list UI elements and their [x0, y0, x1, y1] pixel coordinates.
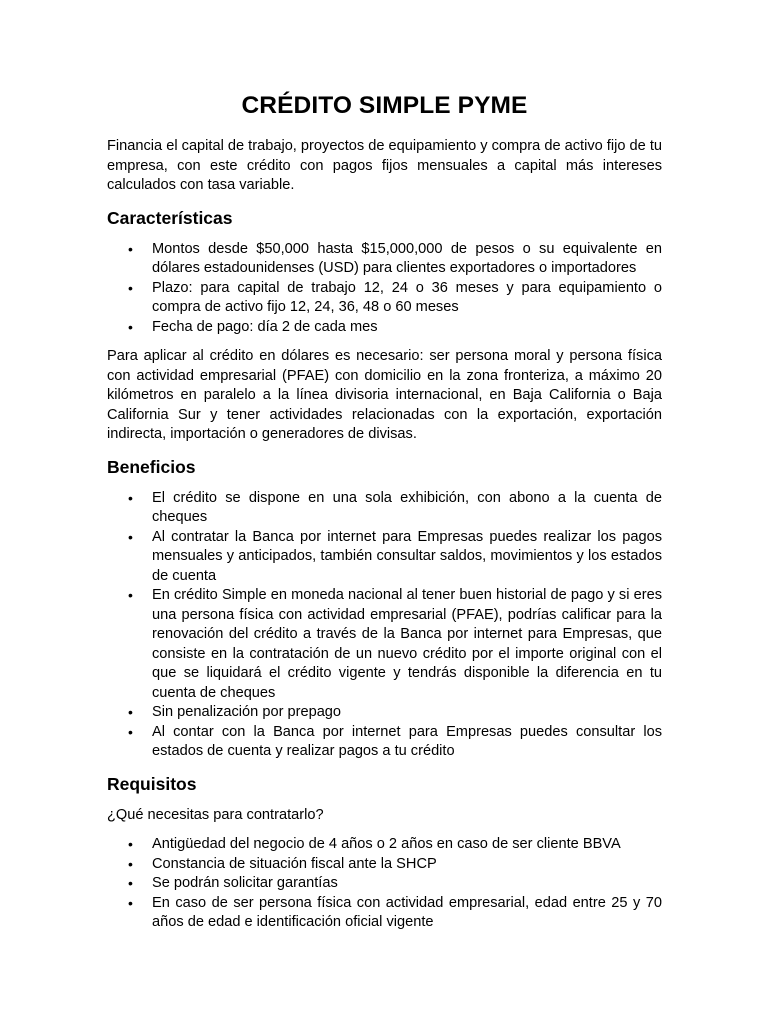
list-item: • Constancia de situación fiscal ante la SHCP [107, 855, 662, 875]
list-item: • En caso de ser persona física con actividad empresarial, edad entre 25 y 70 años de edad e identificación oficial vigente [107, 894, 662, 933]
list-item: • Fecha de pago: día 2 de cada mes [107, 318, 662, 338]
list-item: • En crédito Simple en moneda nacional al tener buen historial de pago y si eres una persona física con actividad empresarial (PFAE), podrías calificar para la renovación del crédito a través de la Banca por internet para Empresas, que consiste en la contratación de un nuevo crédito por el importe original con el que se liquidará el crédito vigente y tendrás disponible la diferencia en tu cuenta de cheques [107, 586, 662, 703]
beneficios-list [107, 489, 662, 762]
list-item: • Montos desde $50,000 hasta $15,000,000 de pesos o su equivalente en dólares estadounidenses (USD) para clientes exportadores o importadores [107, 240, 662, 279]
list-item: • El crédito se dispone en una sola exhibición, con abono a la cuenta de cheques [107, 489, 662, 528]
list-item: • Al contar con la Banca por internet para Empresas puedes consultar los estados de cuenta y realizar pagos a tu crédito [107, 723, 662, 762]
requisitos-list [107, 835, 662, 933]
intro-paragraph: Financia el capital de trabajo, proyectos de equipamiento y compra de activo fijo de tu empresa, con este crédito con pagos fijos mensuales a capital más intereses calculados con tasa variable. [107, 138, 662, 193]
list-item: • Plazo: para capital de trabajo 12, 24 o 36 meses y para equipamiento o compra de activo fijo 12, 24, 36, 48 o 60 meses [107, 279, 662, 318]
beneficios-heading: Beneficios [107, 456, 196, 477]
document-title: CRÉDITO SIMPLE PYME [241, 92, 528, 119]
list-item: • Al contratar la Banca por internet para Empresas puedes realizar los pagos mensuales y anticipados, también consultar saldos, movimientos y los estados de cuenta [107, 528, 662, 587]
caracteristicas-list [107, 240, 662, 338]
dolares-paragraph: Para aplicar al crédito en dólares es necesario: ser persona moral y persona física con actividad empresarial (PFAE) con domicilio en la zona fronteriza, a máximo 20 kilómetros en paralelo a la línea divisoria internacional, en Baja California o Baja California Sur y tener actividades relacionadas con la exportación, exportación indirecta, importación o generadores de divisas. [107, 348, 662, 442]
document-page [107, 90, 662, 933]
list-item: • Sin penalización por prepago [107, 703, 662, 723]
requisitos-question: ¿Qué necesitas para contratarlo? [107, 806, 324, 823]
list-item: • Se podrán solicitar garantías [107, 874, 662, 894]
requisitos-heading: Requisitos [107, 773, 197, 794]
list-item: • Antigüedad del negocio de 4 años o 2 años en caso de ser cliente BBVA [107, 835, 662, 855]
caracteristicas-heading: Características [107, 207, 233, 228]
